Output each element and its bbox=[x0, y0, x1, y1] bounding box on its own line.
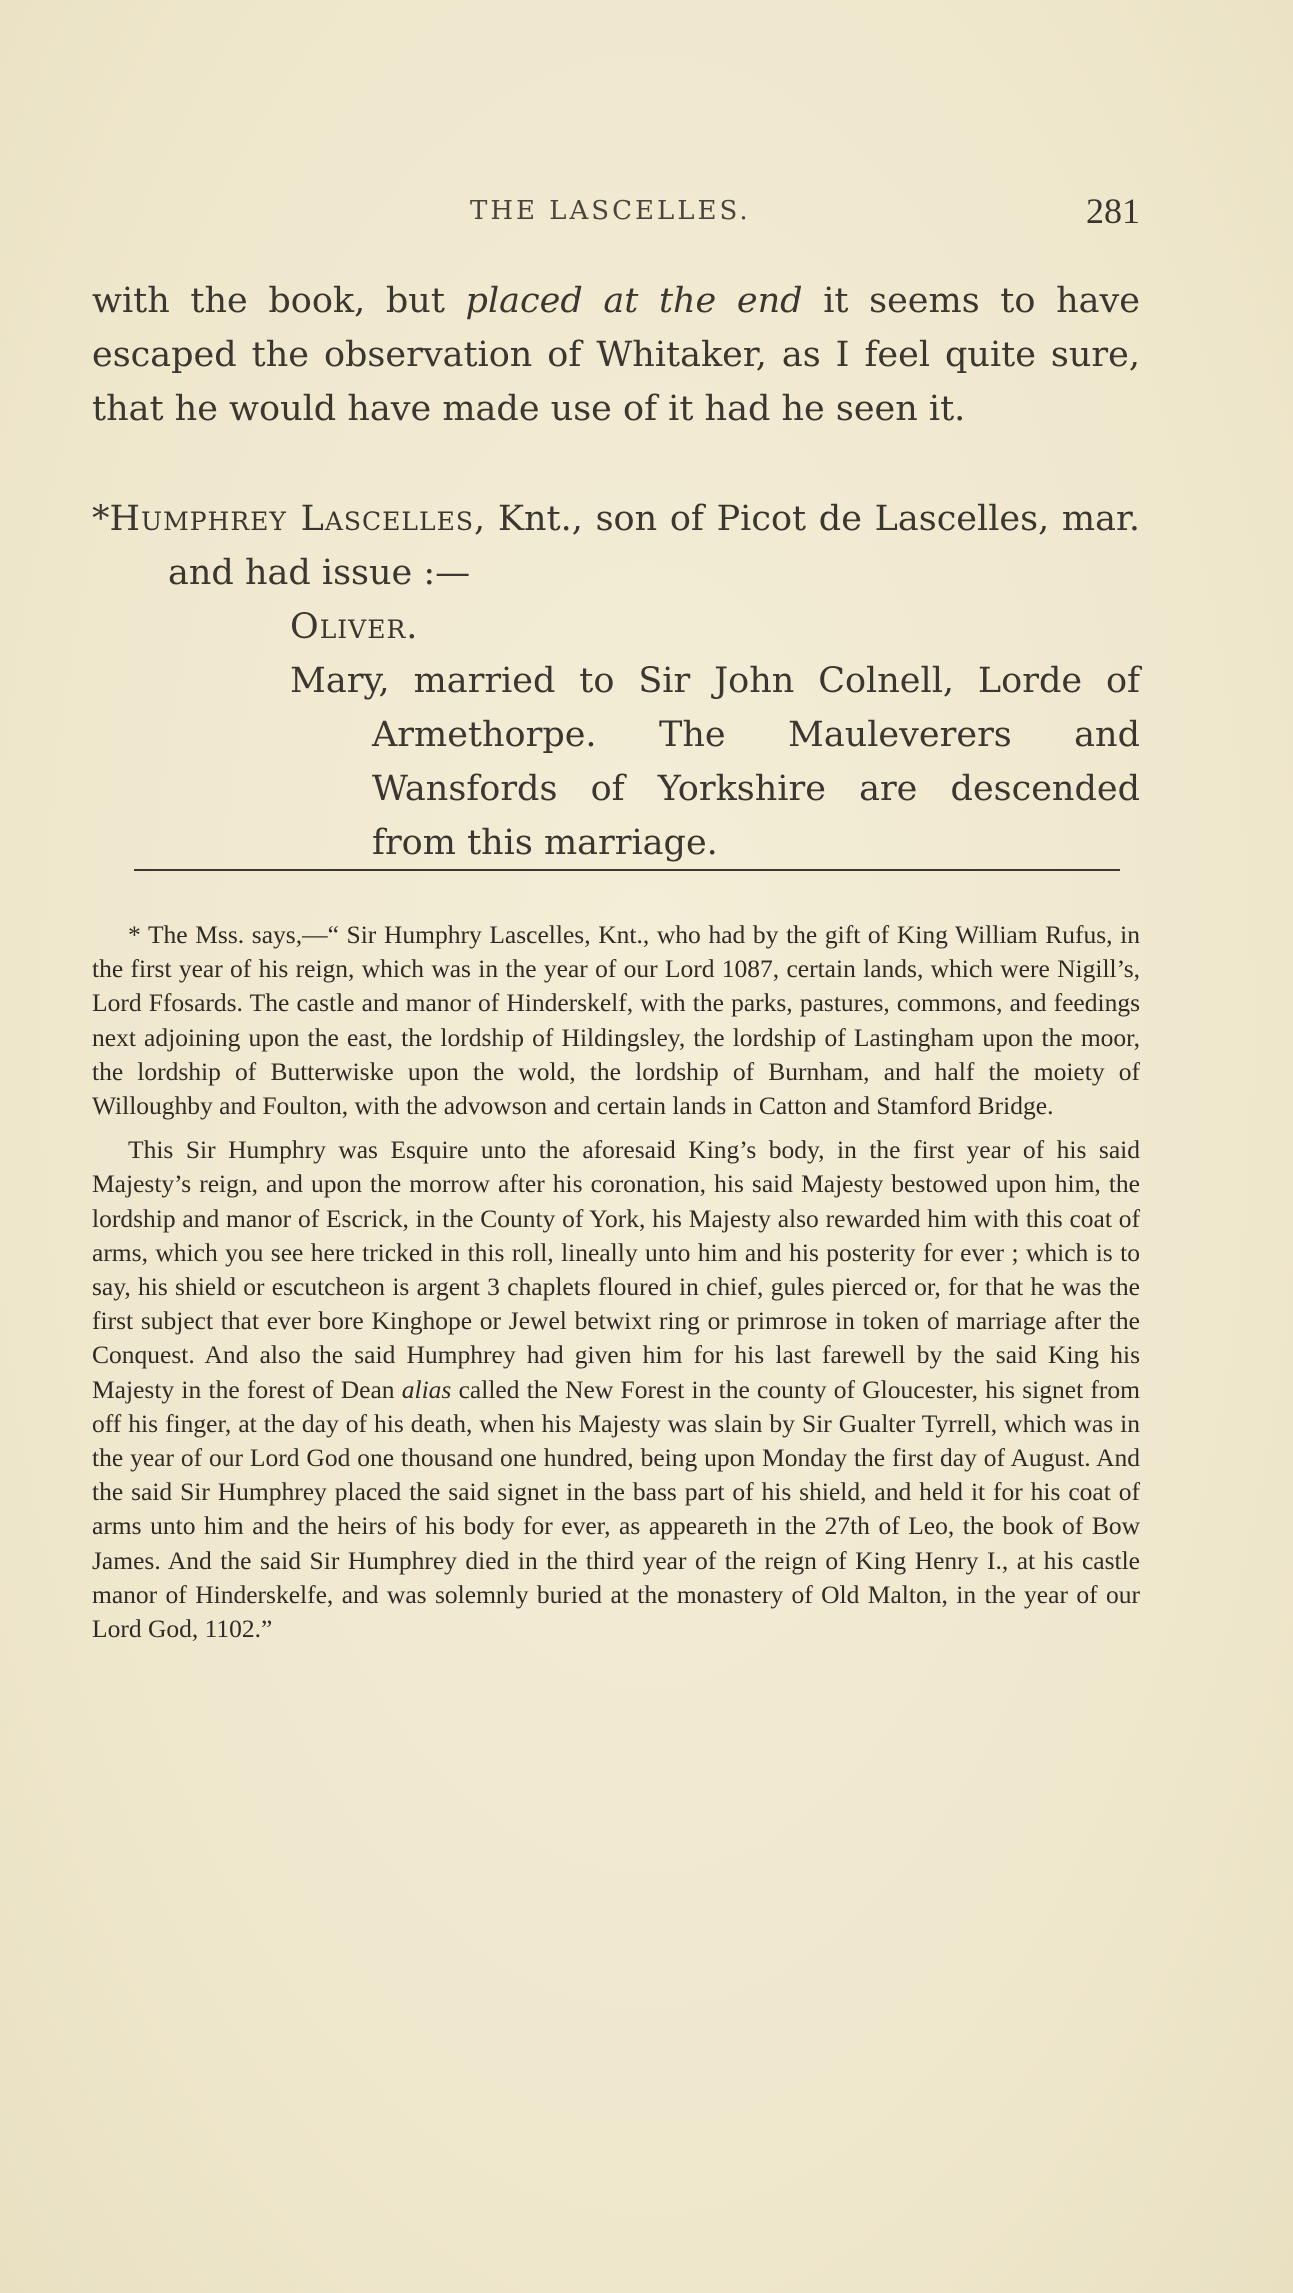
body-text-italic: placed at the end bbox=[465, 281, 803, 321]
person-name: Humphrey Lascelles bbox=[109, 499, 474, 539]
issue-line: and had issue :— bbox=[168, 553, 471, 593]
footnote-paragraph-1: * The Mss. says,—“ Sir Humphry Lascelles, Knt., who had by the gift of King William Rufus, in the first year of his reign, which was in the year of our Lord 1087, certain lands, which were Nigill’s, Lord Ffosards. The castle and manor of Hinderskelf, with the parks, pastures, commons, and feedings next adjoining upon the east, the lordship of Hildingsley, the lordship of Lastingham upon the moor, the lordship of Butterwiske upon the wold, the lordship of Burnham, and half the moiety of Willoughby and Foulton, with the advowson and certain lands in Catton and Stamford Bridge. bbox=[92, 920, 1140, 1121]
child-mary: Mary, married to Sir John Colnell, Lorde of Armethorpe. The Mauleverers and Wansfords of Yorkshire are descended from this marriage. bbox=[290, 661, 1140, 863]
page-header bbox=[92, 191, 1140, 236]
footnote bbox=[92, 918, 1140, 1646]
page-number: 281 bbox=[1086, 191, 1140, 231]
footnote-p2-italic: alias bbox=[401, 1374, 452, 1404]
genealogy-entry bbox=[92, 492, 1140, 870]
genealogy-heading bbox=[92, 492, 1140, 546]
person-description: , Knt., son of Picot de Lascelles, mar. bbox=[474, 499, 1140, 539]
footnote-marker: * bbox=[92, 499, 110, 539]
child-oliver: Oliver. bbox=[290, 607, 419, 647]
footnote-p2-start: This Sir Humphry was Esquire unto the aforesaid King’s body, in the first year of his said Majesty’s reign, and upon the morrow after his coronation, his said Majesty bestowed upon him, the lordship and manor of Escrick, in the County of York, his Majesty also rewarded him with this coat of arms, which you see here tricked in this roll, lineally unto him and his posterity for ever ; which is to say, his shield or escutcheon is argent 3 chaplets floured in chief, gules pierced or, for that he was the first subject that ever bore Kinghope or Jewel betwixt ring or primrose in token of marriage after the Conquest. And also the said Humphrey had given him for his last farewell by the said King his Majesty in the forest of Dean bbox=[92, 1135, 1140, 1404]
running-title: THE LASCELLES. bbox=[470, 196, 751, 226]
body-text-start: with the book, but bbox=[92, 281, 466, 321]
body-text-end: it seems to have escaped the observation of Whitaker, as I feel quite sure, that he would have made use of it had he seen it. bbox=[92, 281, 1140, 429]
footnote-divider bbox=[134, 869, 1120, 871]
footnote-paragraph-2 bbox=[92, 1133, 1140, 1646]
body-paragraph bbox=[92, 274, 1140, 436]
footnote-p2-end: called the New Forest in the county of Gloucester, his signet from off his finger, at the day of his death, when his Majesty was slain by Sir Gualter Tyrrell, which was in the year of our Lord God one thousand one hundred, being upon Monday the first day of August. And the said Sir Humphrey placed the said signet in the bass part of his shield, and held it for his coat of arms unto him and the heirs of his body for ever, as appeareth in the 27th of Leo, the book of Bow James. And the said Sir Humphrey died in the third year of the reign of King Henry I., at his castle manor of Hinderskelfe, and was solemnly buried at the monastery of Old Malton, in the year of our Lord God, 1102.” bbox=[92, 1374, 1140, 1644]
